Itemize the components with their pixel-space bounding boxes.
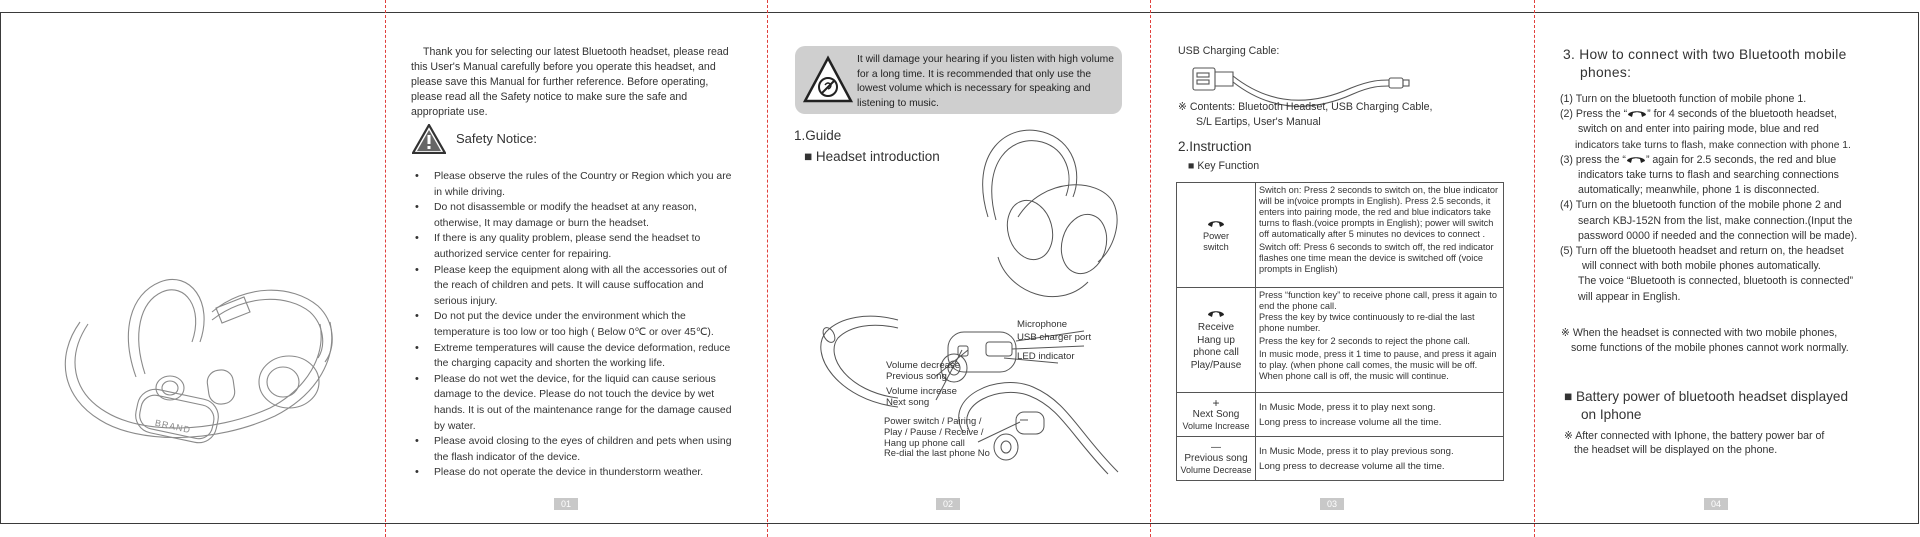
next-song-label: Next song (886, 397, 930, 408)
contents-line: ※ Contents: Bluetooth Headset, USB Charging Cable, (1178, 101, 1433, 113)
key-label: Play/Pause (1190, 359, 1242, 371)
safety-item: • Please do not operate the device in thunderstorm weather. (414, 465, 739, 481)
desc-text: Switch on: Press 2 seconds to switch on, the blue indicator will be in(voice prompts in English). Press 2.5 seconds, it enters into pairing mode, the red and blue indicators take turns to flash.(voice prompts in English); power will switch off automatically after 5 minutes no devices to connect . (1259, 185, 1499, 239)
step-fragment: ” for 4 seconds of the bluetooth headset, (1647, 108, 1837, 121)
battery-section-title (1564, 388, 1848, 424)
step-text: indicators take turns to flash and searching connections (1578, 169, 1839, 182)
phone-key-icon (1207, 218, 1225, 228)
phone-key-icon (1207, 308, 1225, 318)
desc-text: Press the key by twice continuously to re-dial the last phone number. (1259, 312, 1475, 333)
desc-cell (1256, 183, 1504, 288)
key-function-subtitle: ■ Key Function (1188, 160, 1260, 172)
step-text (1560, 107, 1915, 122)
key-label: phone call (1193, 347, 1239, 359)
diagram-labels-right (1017, 318, 1091, 344)
headset-intro-subtitle: ■ Headset introduction (804, 149, 940, 164)
step-fragment: (2) Press the “ (1560, 108, 1628, 121)
desc-text: In music mode, press it 1 time to pause, and press it again to play. (when phone call comes, the music will be off. When phone call is off, the music will continue. (1259, 349, 1497, 381)
page-01 (386, 12, 767, 524)
title-line: on Iphone (1581, 407, 1642, 422)
package-contents (1178, 100, 1432, 130)
safety-item: • Do not put the device under the environment which the temperature is too low or too high ( Below 0℃ or over 45℃). (414, 309, 739, 340)
power-switch-labels (884, 416, 990, 459)
key-cell (1177, 183, 1256, 288)
note-line: ※ When the headset is connected with two mobile phones, (1561, 327, 1838, 339)
page-04 (1535, 12, 1919, 524)
page-number: 02 (936, 498, 960, 510)
step-text: indicators take turns to flash, make connection with phone 1. (1575, 139, 1851, 151)
title-line: 3. How to connect with two Bluetooth mobile (1563, 47, 1847, 62)
phone-key-icon (1626, 155, 1646, 164)
power-label-line: Re-dial the last phone No (884, 447, 990, 459)
key-label: Hang up (1197, 334, 1235, 346)
step-text: switch on and enter into pairing mode, blue and red (1578, 123, 1819, 136)
step-text: will connect with both mobile phones automatically. (1582, 260, 1821, 273)
key-label: Next Song (1192, 409, 1240, 421)
brand-logo: BRAND (154, 417, 192, 436)
microphone-label: Microphone (1017, 319, 1068, 330)
table-row (1177, 288, 1504, 393)
two-phones-title (1563, 46, 1847, 82)
desc-text: Switch off: Press 6 seconds to switch off, the red indicator flashes one time mean the device is switched off (voice prompts in English) (1259, 242, 1494, 274)
page-02 (768, 12, 1150, 524)
desc-text: Press “function key” to receive phone call, press it again to end the phone call. (1259, 290, 1497, 311)
step-text: automatically; meanwhile, phone 1 is disconnected. (1578, 184, 1820, 197)
table-row (1177, 183, 1504, 288)
safety-item: • Please do not wet the device, for the liquid can cause serious damage to the device. Please do not touch the device by wet hands. It is out of the maintenance range for the damage caused by water. (414, 372, 739, 434)
power-label-line: Hang up phone call (884, 436, 965, 448)
key-label: Power (1202, 230, 1230, 241)
page-number: 01 (554, 498, 578, 510)
note-line: the headset will be displayed on the phone. (1574, 444, 1778, 456)
prev-song-label: Previous song (886, 371, 947, 382)
safety-item: • Please observe the rules of the Country or Region which you are in while driving. (414, 169, 739, 200)
note-line: some functions of the mobile phones cannot work normally. (1571, 342, 1849, 354)
desc-text: In Music Mode, press it to play next song. (1259, 401, 1436, 413)
usb-cable-label: USB Charging Cable: (1178, 45, 1280, 57)
two-phones-note (1561, 326, 1849, 356)
vol-down-label: Volume decrease (886, 360, 961, 371)
page-number: 04 (1704, 498, 1728, 510)
safety-list (414, 169, 739, 481)
desc-cell (1256, 288, 1504, 393)
cover-panel (0, 12, 385, 524)
step-text: will appear in English. (1578, 290, 1681, 303)
headset-illustration (0, 12, 385, 524)
step-text: (5) Turn off the bluetooth headset and return on, the headset (1560, 245, 1844, 258)
warning-triangle-icon (412, 124, 446, 154)
key-label: Previous song (1184, 453, 1248, 465)
title-line: phones: (1580, 65, 1632, 80)
table-row (1177, 437, 1504, 481)
key-label: switch (1203, 241, 1229, 252)
hearing-warning-text: It will damage your hearing if you listen with high volume for a long time. It is recommended that only use the lowest volume which is necessary for speaking and listening to music. (857, 54, 1114, 109)
safety-item: • If there is any quality problem, please send the headset to authorized service center for repairing. (414, 231, 739, 262)
step-fragment: ” again for 2.5 seconds, the red and blue (1645, 153, 1837, 166)
key-label: Volume Decrease (1180, 464, 1252, 475)
key-function-table (1176, 182, 1504, 481)
safety-item: • Please keep the equipment along with all the accessories out of the reach of children and pets. It will cause suffocation and serious injury. (414, 263, 739, 310)
key-cell (1177, 437, 1256, 481)
desc-text: Press the key for 2 seconds to reject the phone call. (1259, 336, 1470, 346)
safety-item: • Please avoid closing to the eyes of children and pets when using the flash indicator of the device. (414, 434, 739, 465)
key-label: Receive (1197, 322, 1235, 334)
step-fragment: (3) press the “ (1560, 153, 1626, 166)
key-cell (1177, 288, 1256, 393)
page-number: 03 (1320, 498, 1344, 510)
step-text (1560, 153, 1915, 168)
table-row (1177, 393, 1504, 437)
volume-up-labels (886, 386, 957, 408)
plus-symbol: + (1212, 395, 1220, 410)
desc-cell (1256, 393, 1504, 437)
safety-item: • Extreme temperatures will cause the device deformation, reduce the charging capacity and shorten the working life. (414, 341, 739, 372)
connection-steps (1560, 92, 1915, 305)
step-text: (1) Turn on the bluetooth function of mobile phone 1. (1560, 93, 1807, 105)
volume-down-labels (886, 360, 960, 382)
desc-text: In Music Mode, press it to play previous song. (1259, 445, 1454, 457)
usb-port-label: USB charger port (1017, 332, 1092, 343)
title-line: ■ Battery power of bluetooth headset displayed (1564, 389, 1849, 404)
intro-paragraph: Thank you for selecting our latest Bluetooth headset, please read this User's Manual carefully before you operate this headset, and please save this Manual for further reference. Before operating, please read all the Safety notice to make sure the safe and appropriate use. (411, 46, 729, 118)
step-text: (4) Turn on the bluetooth function of the mobile phone 2 and (1560, 199, 1842, 212)
battery-note (1564, 429, 1824, 457)
step-text: password 0000 if needed and the connection will be made). (1578, 229, 1858, 242)
safety-item: • Do not disassemble or modify the headset at any reason, otherwise, It may damage or burn the headset. (414, 200, 739, 231)
led-label: LED indicator (1017, 351, 1075, 362)
key-cell (1177, 393, 1256, 437)
power-label-line: Play / Pause / Receive / (884, 425, 984, 437)
power-label-line: Power switch / Pairing / (884, 415, 982, 426)
guide-title: 1.Guide (794, 128, 842, 143)
instruction-title: 2.Instruction (1178, 139, 1252, 154)
safety-title: Safety Notice: (456, 131, 537, 146)
key-label: Volume Increase (1182, 420, 1250, 431)
step-text: search KBJ-152N from the list, make connection.(Input the (1578, 214, 1853, 227)
desc-text: Long press to decrease volume all the time. (1259, 460, 1445, 472)
step-text: The voice “Bluetooth is connected, bluetooth is connected” (1578, 275, 1854, 288)
page-03 (1151, 12, 1534, 524)
note-line: ※ After connected with Iphone, the battery power bar of (1564, 430, 1825, 442)
desc-cell (1256, 437, 1504, 481)
phone-key-icon (1627, 109, 1647, 118)
vol-up-label: Volume increase (886, 386, 957, 397)
contents-line: S/L Eartips, User's Manual (1196, 116, 1321, 128)
desc-text: Long press to increase volume all the time. (1259, 416, 1442, 428)
minus-symbol: — (1211, 441, 1221, 453)
